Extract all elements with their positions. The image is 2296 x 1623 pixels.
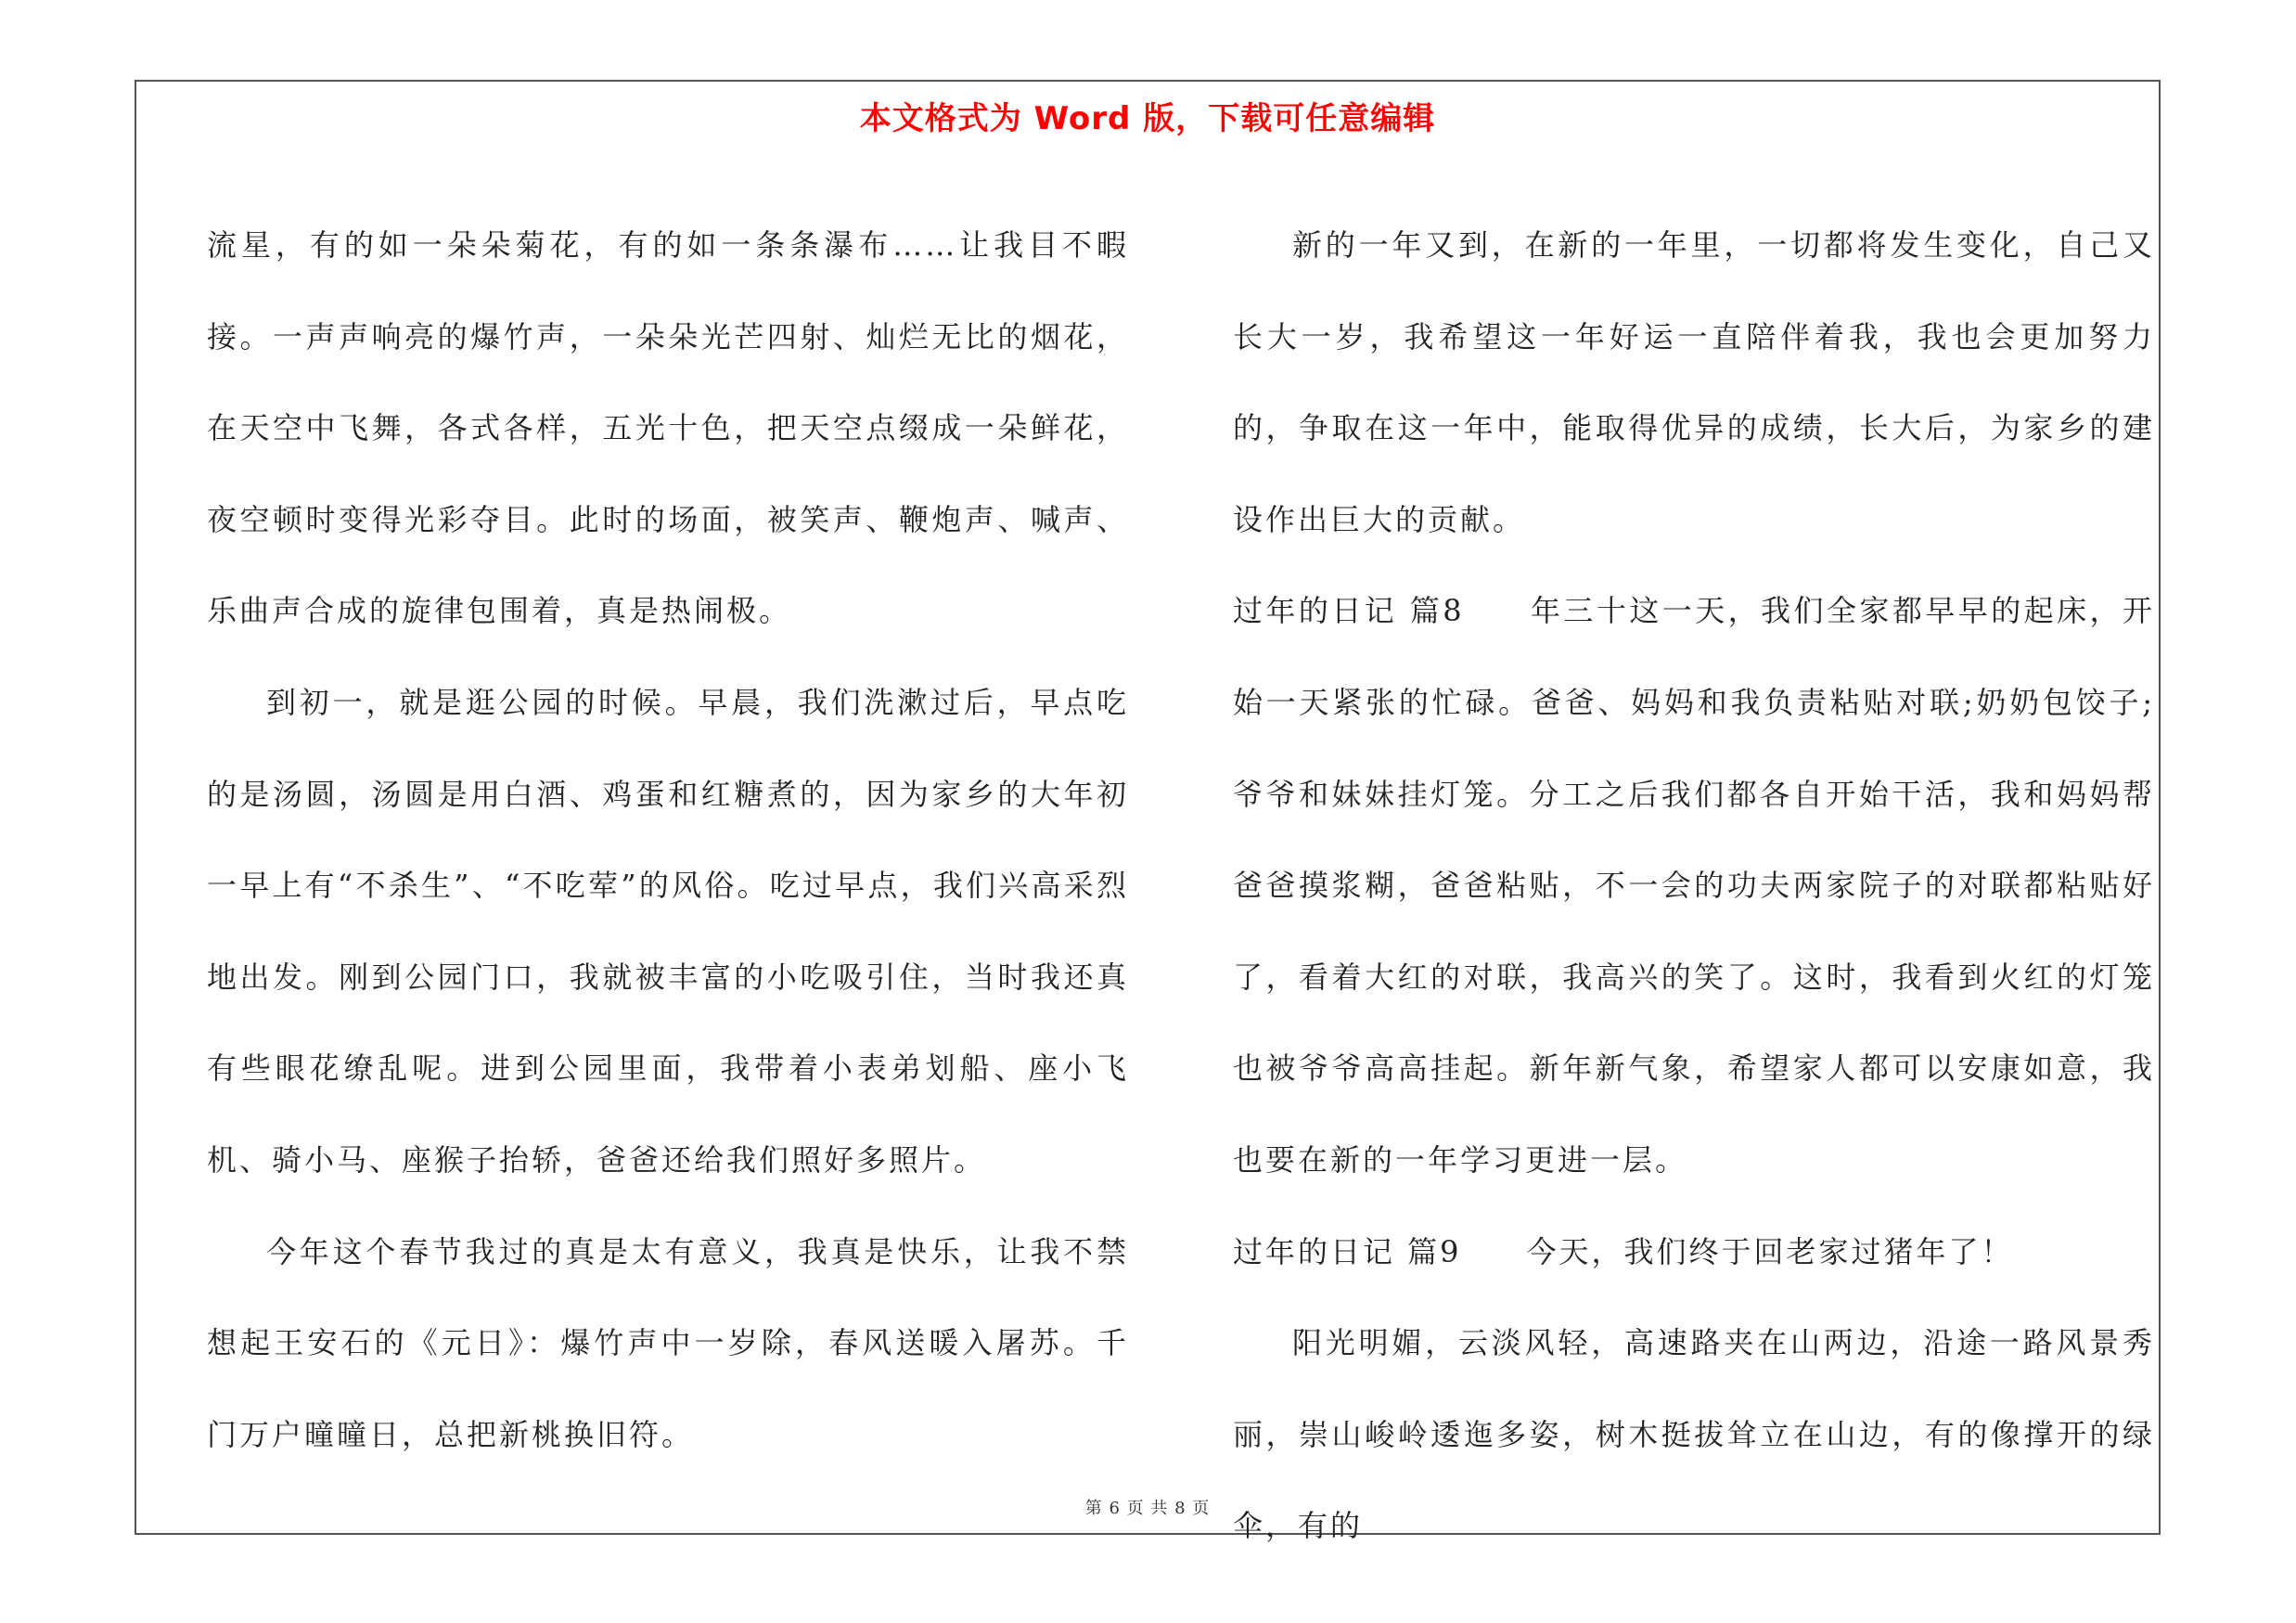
paragraph-new-year-wish: 新的一年又到，在新的一年里，一切都将发生变化，自己又长大一岁，我希望这一年好运一直陪伴着我，我也会更加努力的，争取在这一年中，能取得优异的成绩，长大后，为家乡的建设作出巨大的贡献。 <box>1233 227 2155 537</box>
left-text-column <box>207 200 1129 1480</box>
document-page <box>135 80 2161 1544</box>
paragraph-new-year-day: 到初一，就是逛公园的时候。早晨，我们洗漱过后，早点吃的是汤圆，汤圆是用白酒、鸡蛋和红糖煮的，因为家乡的大年初一早上有“不杀生”、“不吃荤”的风俗。吃过早点，我们兴高采烈地出发。刚到公园门口，我就被丰富的小吃吸引住，当时我还真有些眼花缭乱呢。进到公园里面，我带着小表弟划船、座小飞机、骑小马、座猴子抬轿，爸爸还给我们照好多照片。 <box>207 684 1129 1178</box>
document-header: 本文格式为 Word 版，下载可任意编辑 <box>859 100 1436 137</box>
paragraph-spring-festival-reflection: 今年这个春节我过的真是太有意义，我真是快乐，让我不禁想起王安石的《元日》：爆竹声中一岁除，春风送暖入屠苏。千门万户曈曈日，总把新桃换旧符。 <box>207 1233 1129 1452</box>
paragraph-scenery: 阳光明媚，云淡风轻，高速路夹在山两边，沿途一路风景秀丽，崇山峻岭逶迤多姿，树木挺拔耸立在山边，有的像撑开的绿伞，有的 <box>1233 1325 2155 1544</box>
diary-entry-9-heading: 过年的日记 篇9 今天，我们终于回老家过猪年了！ <box>1233 1233 2014 1269</box>
diary-entry-8: 过年的日记 篇8 年三十这一天，我们全家都早早的起床，开始一天紧张的忙碌。爸爸、妈妈和我负责粘贴对联;奶奶包饺子;爷爷和妹妹挂灯笼。分工之后我们都各自开始干活，我和妈妈帮爸爸摸浆糊，爸爸粘贴，不一会的功夫两家院子的对联都粘贴好了，看着大红的对联，我高兴的笑了。这时，我看到火红的灯笼也被爷爷高高挂起。新年新气象，希望家人都可以安康如意，我也要在新的一年学习更进一层。 <box>1233 593 2155 1178</box>
page-number: 第 6 页 共 8 页 <box>1084 1499 1211 1518</box>
right-text-column <box>1233 200 2155 1572</box>
paragraph-continuation: 流星，有的如一朵朵菊花，有的如一条条瀑布……让我目不暇接。一声声响亮的爆竹声，一朵朵光芒四射、灿烂无比的烟花，在天空中飞舞，各式各样，五光十色，把天空点缀成一朵鲜花，夜空顿时变得光彩夺目。此时的场面，被笑声、鞭炮声、喊声、乐曲声合成的旋律包围着，真是热闹极。 <box>207 227 1129 629</box>
